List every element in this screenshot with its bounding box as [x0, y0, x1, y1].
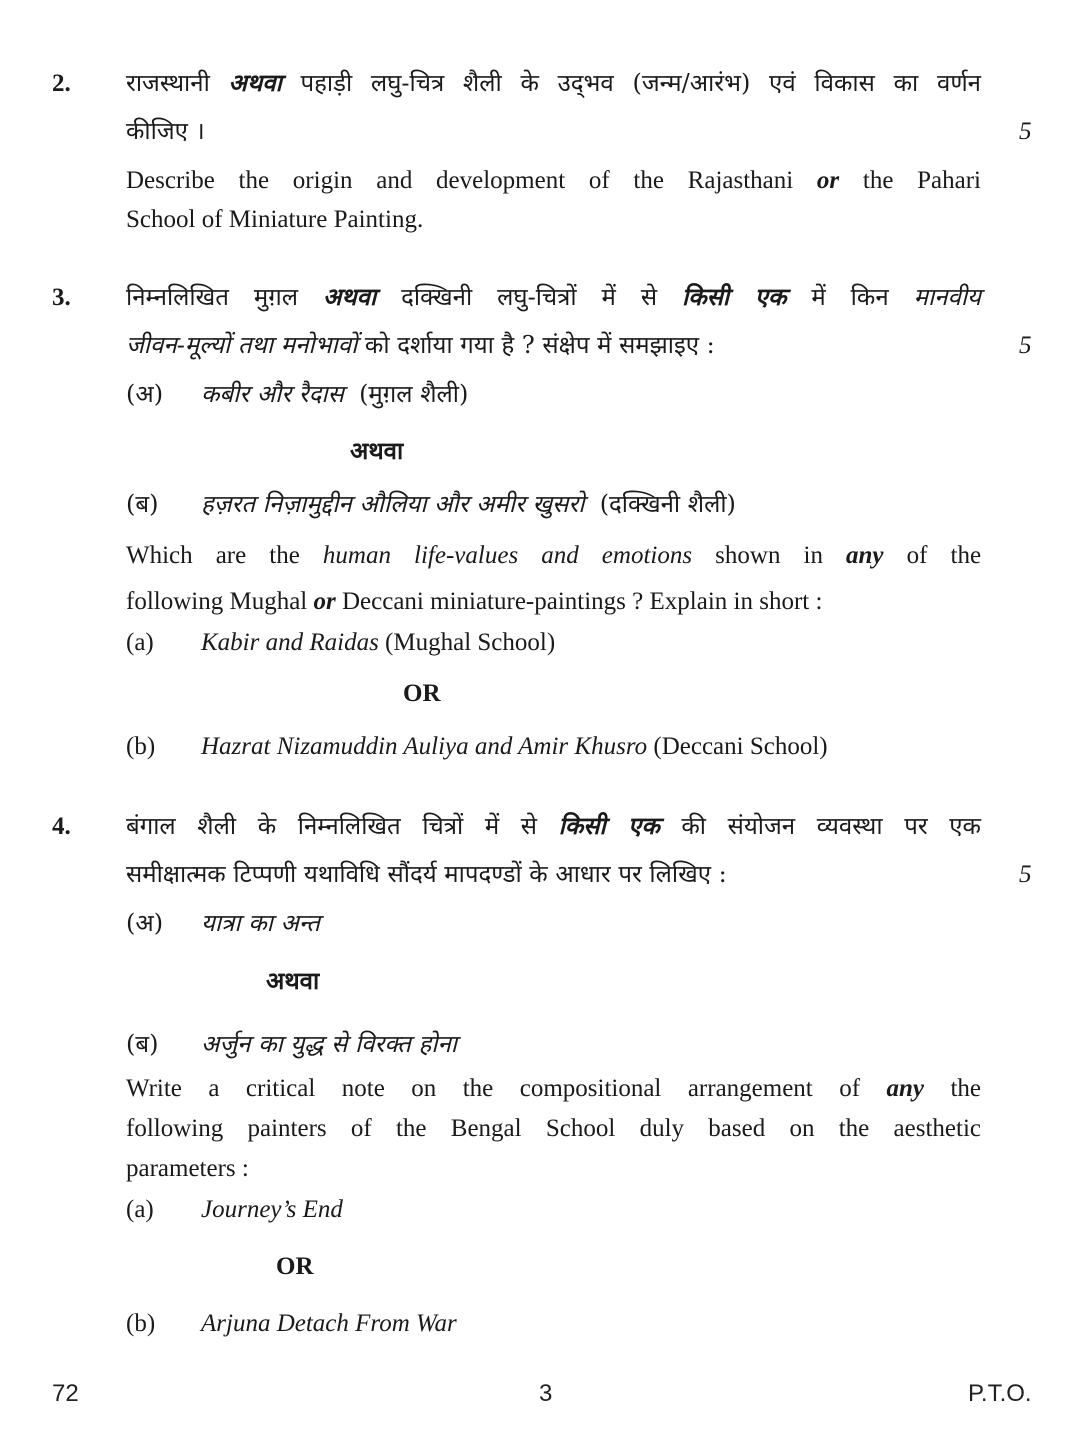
or-separator: OR [403, 680, 441, 707]
emphasis: or [816, 167, 840, 194]
please-turn-over: P.T.O. [968, 1380, 1032, 1407]
q3-hindi-line-1 [126, 280, 981, 313]
option-label: (ब) [126, 1030, 159, 1058]
q2-hindi-line-2: कीजिए । [126, 117, 205, 145]
painting-title: अर्जुन का युद्ध से विरक्त होना [201, 1030, 457, 1058]
painting-title: Kabir and Raidas [201, 629, 379, 656]
q4-english-line-2: following painters of the Bengal School duly based on the aesthetic [126, 1115, 981, 1142]
text: shown in [715, 542, 823, 569]
option-label: (a) [126, 1196, 154, 1223]
option-label: (b) [126, 733, 156, 760]
q3-marks: 5 [1019, 332, 1032, 359]
text: Write a critical note on the compositional arrangement of [126, 1075, 861, 1102]
option-text [201, 1196, 343, 1224]
painting-title: Journey’s End [201, 1196, 343, 1223]
emphasis: अथवा [322, 282, 377, 311]
question-number: 2. [52, 70, 71, 97]
text: the [950, 1075, 982, 1102]
option-text [201, 1310, 457, 1338]
text: the Pahari [862, 167, 981, 194]
text: दक्खिनी लघु-चित्रों में से [401, 283, 658, 311]
painting-title: यात्रा का अन्त [201, 909, 320, 937]
painting-title: कबीर और रैदास [201, 380, 344, 408]
text: को दर्शाया गया है ? संक्षेप में समझाइए : [364, 331, 715, 359]
text: राजस्थानी [126, 69, 210, 97]
q2-english-line-1 [126, 167, 981, 195]
emphasis: किसी एक [682, 282, 787, 311]
q2-hindi-line-1 [126, 66, 981, 99]
school-name: (Mughal School) [385, 629, 556, 656]
q3-english-line-2 [126, 588, 822, 616]
text: में किन [811, 283, 889, 311]
emphasis: any [886, 1075, 925, 1102]
or-separator: अथवा [350, 436, 404, 465]
option-text [201, 733, 828, 761]
emphasis: अथवा [228, 68, 282, 97]
text: Which are the [126, 542, 300, 569]
italic-text: human life-values and emotions [322, 542, 693, 569]
page-number: 3 [539, 1380, 553, 1407]
italic-text: जीवन-मूल्यों तथा मनोभावों [126, 331, 358, 359]
option-text [201, 1027, 457, 1060]
option-label: (ब) [126, 490, 159, 518]
text: following Mughal [126, 588, 308, 615]
text: Deccani miniature-paintings ? Explain in short : [341, 588, 823, 615]
text: निम्नलिखित मुग़ल [126, 283, 299, 311]
painting-title: Hazrat Nizamuddin Auliya and Amir Khusro [201, 733, 648, 760]
text: की संयोजन व्यवस्था पर एक [681, 812, 981, 840]
text: Describe the origin and development of the Rajasthani [126, 167, 794, 194]
option-text [201, 906, 320, 939]
painting-title: हज़रत निज़ामुद्दीन औलिया और अमीर खुसरो [201, 490, 585, 518]
italic-text: मानवीय [913, 283, 981, 311]
option-label: (अ) [126, 380, 164, 408]
emphasis: or [313, 588, 336, 615]
school-name: (मुग़ल शैली) [359, 380, 469, 408]
question-number: 4. [52, 813, 71, 840]
q3-english-line-1 [126, 542, 981, 570]
painting-title: Arjuna Detach From War [201, 1310, 457, 1337]
school-name: (दक्खिनी शैली) [599, 490, 736, 518]
text: पहाड़ी लघु-चित्र शैली के उद्‌भव (जन्म/आरंभ) एवं विकास का वर्णन [300, 69, 981, 97]
q4-hindi-line-2: समीक्षात्मक टिप्पणी यथाविधि सौंदर्य मापदण्डों के आधार पर लिखिए : [126, 860, 727, 888]
q4-hindi-line-1 [126, 809, 981, 842]
or-separator: OR [276, 1253, 314, 1280]
paper-code: 72 [52, 1380, 79, 1407]
option-label: (अ) [126, 909, 164, 937]
option-text [201, 629, 555, 657]
q4-marks: 5 [1019, 861, 1032, 888]
text: बंगाल शैली के निम्नलिखित चित्रों में से [126, 812, 538, 840]
q4-english-line-1 [126, 1075, 981, 1103]
or-separator: अथवा [266, 966, 320, 995]
q3-hindi-line-2 [126, 328, 715, 361]
q2-marks: 5 [1019, 118, 1032, 145]
option-label: (a) [126, 629, 154, 656]
emphasis: any [846, 542, 884, 569]
question-number: 3. [52, 284, 71, 311]
q4-english-line-3: parameters : [126, 1155, 249, 1182]
q2-english-line-2: School of Miniature Painting. [126, 206, 424, 233]
option-label: (b) [126, 1310, 156, 1337]
text: of the [906, 542, 982, 569]
school-name: (Deccani School) [653, 733, 828, 760]
option-text [201, 377, 468, 410]
option-text [201, 487, 736, 520]
emphasis: किसी एक [558, 811, 660, 840]
